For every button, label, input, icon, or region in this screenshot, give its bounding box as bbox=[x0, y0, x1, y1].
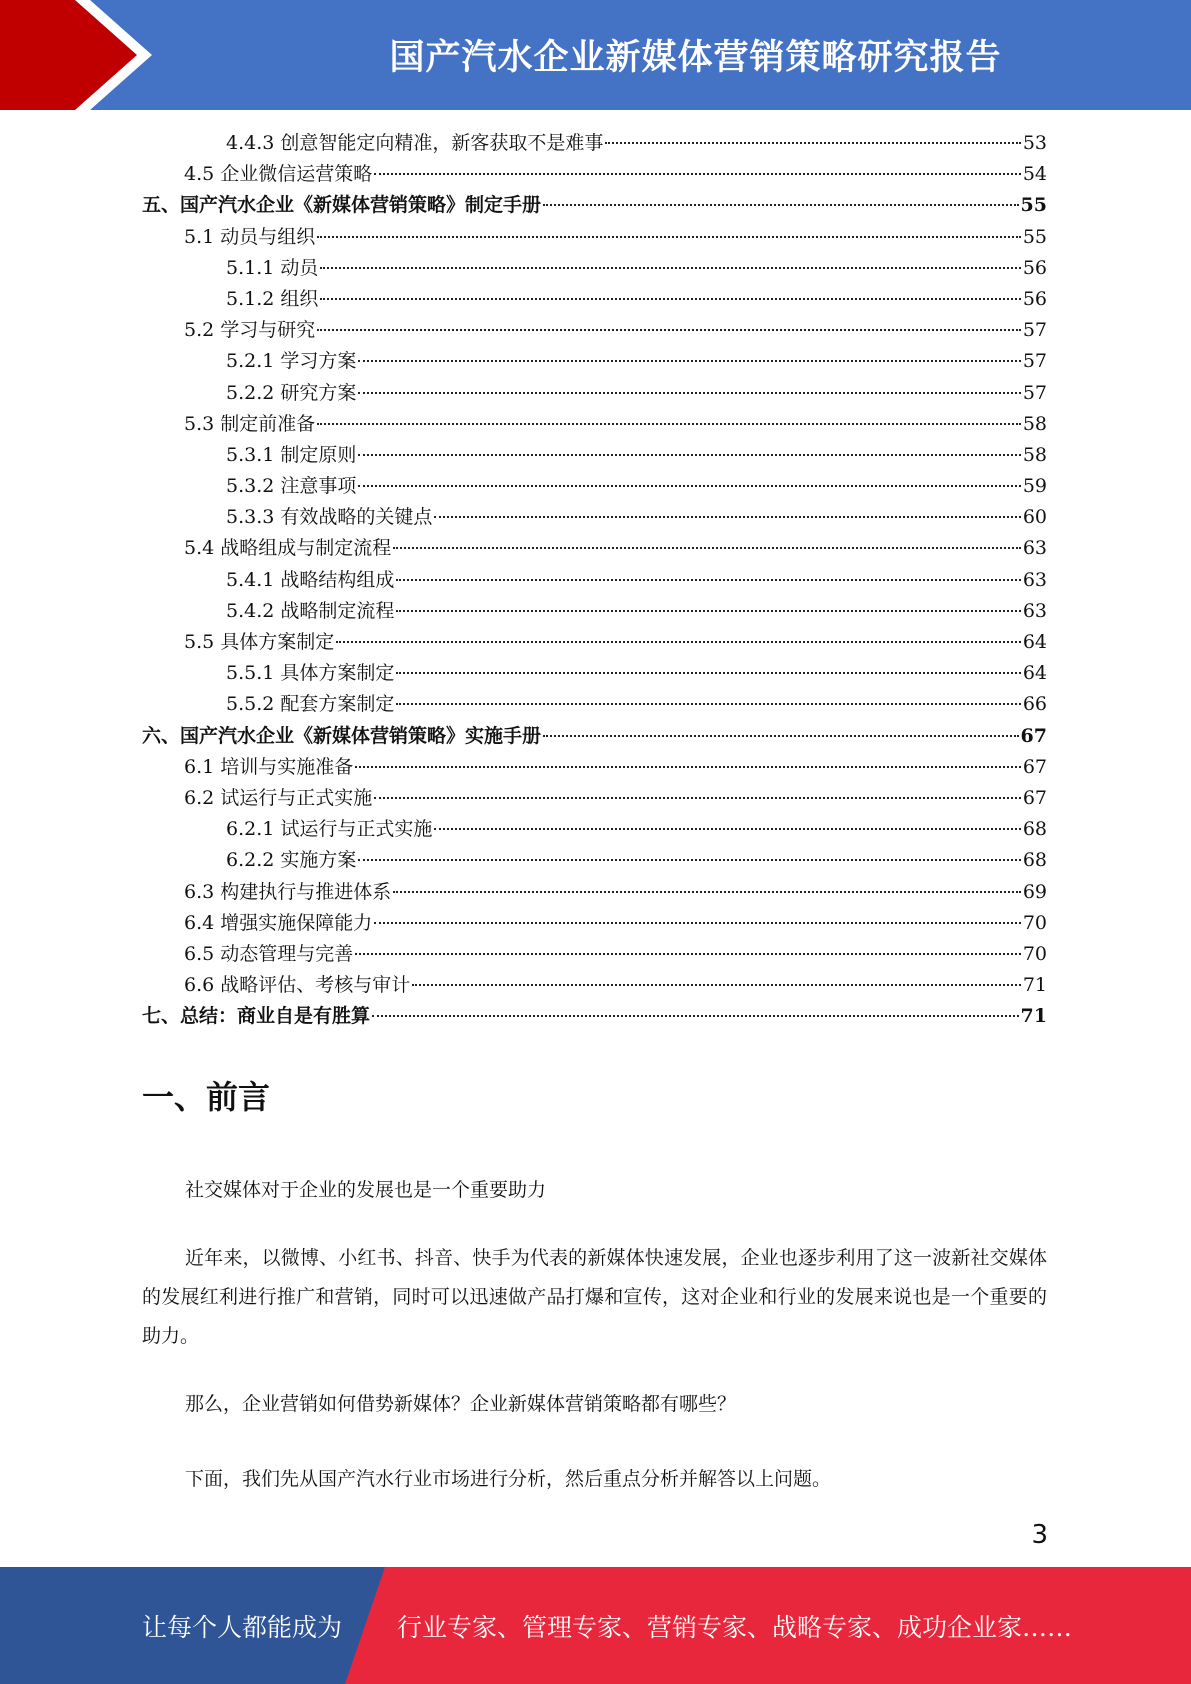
toc-dot-leader bbox=[543, 204, 1019, 206]
toc-entry-title: 5.1.1 动员 bbox=[226, 256, 319, 279]
toc-entry-page: 60 bbox=[1022, 506, 1047, 529]
toc-entry-page: 67 bbox=[1022, 786, 1047, 809]
toc-dot-leader bbox=[320, 267, 1020, 269]
toc-dot-leader bbox=[396, 579, 1020, 581]
toc-dot-leader bbox=[358, 360, 1020, 362]
toc-dot-leader bbox=[393, 891, 1021, 893]
paragraph-2: 近年来，以微博、小红书、抖音、快手为代表的新媒体快速发展，企业也逐步利用了这一波新社交媒体的发展红利进行推广和营销，同时可以迅速做产品打爆和宣传，这对企业和行业的发展来说也是一个重要的助力。 bbox=[142, 1247, 1047, 1347]
toc-entry-page: 56 bbox=[1022, 287, 1047, 310]
toc-entry-page: 69 bbox=[1022, 880, 1047, 903]
toc-entry-title: 5.1.2 组织 bbox=[226, 287, 319, 310]
toc-dot-leader bbox=[317, 329, 1021, 331]
toc-entry[interactable] bbox=[142, 814, 1047, 845]
toc-entry[interactable] bbox=[142, 128, 1047, 159]
toc-entry-title: 五、国产汽水企业《新媒体营销策略》制定手册 bbox=[142, 194, 542, 217]
toc-dot-leader bbox=[393, 547, 1021, 549]
toc-entry[interactable] bbox=[142, 565, 1047, 596]
toc-entry-title: 6.3 构建执行与推进体系 bbox=[184, 880, 392, 903]
toc-dot-leader bbox=[543, 735, 1019, 737]
toc-entry[interactable] bbox=[142, 689, 1047, 720]
toc-entry-title: 6.1 培训与实施准备 bbox=[184, 755, 354, 778]
toc-dot-leader bbox=[358, 454, 1020, 456]
toc-entry[interactable] bbox=[142, 502, 1047, 533]
toc-entry-title: 5.4.1 战略结构组成 bbox=[226, 568, 395, 591]
toc-entry-title: 5.3 制定前准备 bbox=[184, 412, 316, 435]
page-header bbox=[0, 0, 1191, 110]
toc-entry-page: 68 bbox=[1022, 849, 1047, 872]
toc-entry-title: 5.4 战略组成与制定流程 bbox=[184, 537, 392, 560]
page-number: 3 bbox=[1031, 1520, 1048, 1550]
toc-entry-page: 57 bbox=[1022, 381, 1047, 404]
toc-entry-title: 5.2 学习与研究 bbox=[184, 319, 316, 342]
toc-entry-title: 6.2.2 实施方案 bbox=[226, 849, 357, 872]
toc-dot-leader bbox=[396, 703, 1020, 705]
toc-dot-leader bbox=[396, 672, 1020, 674]
toc-entry[interactable] bbox=[142, 939, 1047, 970]
toc-entry[interactable] bbox=[142, 627, 1047, 658]
toc-entry[interactable] bbox=[142, 658, 1047, 689]
toc-entry[interactable] bbox=[142, 253, 1047, 284]
toc-dot-leader bbox=[412, 984, 1021, 986]
toc-entry-title: 4.4.3 创意智能定向精准，新客获取不是难事 bbox=[226, 132, 604, 154]
toc-dot-leader bbox=[374, 173, 1021, 175]
toc-entry-title: 5.3.1 制定原则 bbox=[226, 443, 357, 466]
toc-dot-leader bbox=[317, 423, 1021, 425]
toc-entry-title: 5.5 具体方案制定 bbox=[184, 631, 335, 653]
toc-entry[interactable] bbox=[142, 346, 1047, 377]
toc-entry-page: 63 bbox=[1022, 537, 1047, 560]
toc-dot-leader bbox=[355, 953, 1021, 955]
header-arrow-decoration bbox=[0, 0, 220, 110]
toc-entry[interactable] bbox=[142, 409, 1047, 440]
toc-entry-page: 54 bbox=[1022, 163, 1047, 186]
toc-entry-title: 6.5 动态管理与完善 bbox=[184, 942, 354, 965]
toc-entry-page: 67 bbox=[1020, 724, 1047, 747]
paragraph-4: 下面，我们先从国产汽水行业市场进行分析，然后重点分析并解答以上问题。 bbox=[185, 1468, 832, 1490]
toc-entry-page: 71 bbox=[1020, 1005, 1047, 1028]
toc-entry[interactable] bbox=[142, 752, 1047, 783]
toc-entry[interactable] bbox=[142, 877, 1047, 908]
toc-entry[interactable] bbox=[142, 440, 1047, 471]
toc-entry[interactable] bbox=[142, 378, 1047, 409]
toc-entry-page: 63 bbox=[1022, 599, 1047, 622]
toc-entry-page: 55 bbox=[1020, 194, 1047, 217]
toc-entry-title: 6.6 战略评估、考核与审计 bbox=[184, 974, 411, 997]
toc-dot-leader bbox=[358, 392, 1020, 394]
toc-dot-leader bbox=[317, 236, 1021, 238]
toc-entry-title: 5.3.2 注意事项 bbox=[226, 475, 357, 498]
toc-entry-page: 64 bbox=[1022, 662, 1047, 685]
toc-entry-title: 六、国产汽水企业《新媒体营销策略》实施手册 bbox=[142, 724, 542, 747]
toc-entry-title: 5.5.1 具体方案制定 bbox=[226, 662, 395, 685]
toc-entry[interactable] bbox=[142, 284, 1047, 315]
footer-slogan-right: 行业专家、管理专家、营销专家、战略专家、成功企业家…… bbox=[397, 1612, 1073, 1642]
toc-entry-title: 6.2.1 试运行与正式实施 bbox=[226, 818, 433, 841]
toc-entry-page: 70 bbox=[1022, 942, 1047, 965]
toc-entry-title: 6.2 试运行与正式实施 bbox=[184, 786, 373, 809]
toc-entry-title: 5.4.2 战略制定流程 bbox=[226, 599, 395, 622]
toc-entry-page: 55 bbox=[1022, 225, 1047, 248]
toc-dot-leader bbox=[358, 485, 1020, 487]
toc-entry-title: 6.4 增强实施保障能力 bbox=[184, 911, 373, 934]
toc-entry-page: 57 bbox=[1022, 350, 1047, 373]
toc-entry-page: 64 bbox=[1022, 631, 1047, 653]
toc-entry-page: 67 bbox=[1022, 755, 1047, 778]
table-of-contents bbox=[142, 128, 1047, 1032]
toc-dot-leader bbox=[434, 828, 1020, 830]
toc-entry[interactable] bbox=[142, 845, 1047, 876]
section-heading: 一、前言 bbox=[142, 1078, 271, 1116]
toc-entry-page: 58 bbox=[1022, 443, 1047, 466]
toc-entry-page: 71 bbox=[1022, 974, 1047, 997]
toc-entry-page: 56 bbox=[1022, 256, 1047, 279]
toc-entry-page: 68 bbox=[1022, 818, 1047, 841]
footer-slogan-left: 让每个人都能成为 bbox=[142, 1612, 343, 1642]
toc-entry[interactable] bbox=[142, 315, 1047, 346]
toc-entry-title: 4.5 企业微信运营策略 bbox=[184, 163, 373, 186]
report-title: 国产汽水企业新媒体营销策略研究报告 bbox=[389, 38, 1002, 78]
toc-entry-page: 59 bbox=[1022, 475, 1047, 498]
toc-entry-page: 53 bbox=[1022, 132, 1047, 154]
toc-entry[interactable] bbox=[142, 190, 1047, 221]
toc-entry[interactable] bbox=[142, 783, 1047, 814]
toc-entry[interactable] bbox=[142, 721, 1047, 752]
toc-entry[interactable] bbox=[142, 970, 1047, 1001]
toc-dot-leader bbox=[336, 641, 1021, 643]
toc-dot-leader bbox=[320, 298, 1020, 300]
toc-entry-page: 66 bbox=[1022, 693, 1047, 716]
toc-entry-title: 5.2.2 研究方案 bbox=[226, 381, 357, 404]
toc-dot-leader bbox=[434, 516, 1020, 518]
toc-entry-page: 58 bbox=[1022, 412, 1047, 435]
toc-entry[interactable] bbox=[142, 596, 1047, 627]
page-footer bbox=[0, 1567, 1191, 1684]
toc-entry-title: 5.2.1 学习方案 bbox=[226, 350, 357, 373]
toc-entry-page: 70 bbox=[1022, 911, 1047, 934]
toc-entry[interactable] bbox=[142, 533, 1047, 564]
toc-entry-title: 5.3.3 有效战略的关键点 bbox=[226, 506, 433, 529]
toc-dot-leader bbox=[374, 922, 1021, 924]
toc-entry[interactable] bbox=[142, 1001, 1047, 1032]
toc-dot-leader bbox=[372, 1015, 1019, 1017]
toc-dot-leader bbox=[396, 610, 1020, 612]
toc-entry[interactable] bbox=[142, 908, 1047, 939]
toc-entry-title: 七、总结：商业自是有胜算 bbox=[142, 1005, 371, 1028]
toc-entry[interactable] bbox=[142, 222, 1047, 253]
toc-entry-page: 57 bbox=[1022, 319, 1047, 342]
toc-entry[interactable] bbox=[142, 471, 1047, 502]
toc-dot-leader bbox=[355, 766, 1021, 768]
toc-dot-leader bbox=[374, 797, 1021, 799]
toc-dot-leader bbox=[605, 142, 1020, 144]
toc-entry-title: 5.5.2 配套方案制定 bbox=[226, 693, 395, 716]
paragraph-3: 那么，企业营销如何借势新媒体？企业新媒体营销策略都有哪些？ bbox=[185, 1393, 737, 1415]
paragraph-1: 社交媒体对于企业的发展也是一个重要助力 bbox=[185, 1179, 547, 1201]
toc-entry-page: 63 bbox=[1022, 568, 1047, 591]
toc-entry[interactable] bbox=[142, 159, 1047, 190]
toc-entry-title: 5.1 动员与组织 bbox=[184, 225, 316, 248]
toc-dot-leader bbox=[358, 859, 1020, 861]
